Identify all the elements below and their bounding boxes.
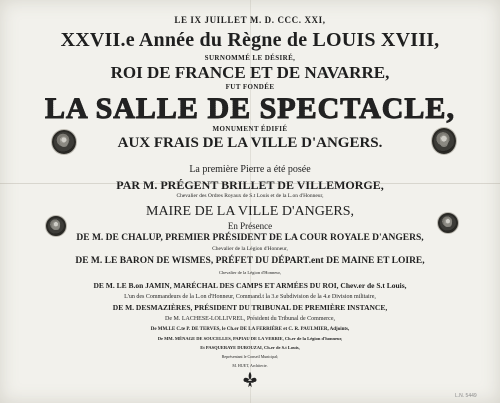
architect-line: M. HUET, Architecte. [232,363,268,368]
monument-line: MONUMENT ÉDIFIÉ [212,125,288,133]
funding-line: AUX FRAIS DE LA VILLE D'ANGERS. [117,135,383,151]
date-line: LE IX JUILLET M. D. CCC. XXI, [174,15,326,25]
council-line: Représentant le Conseil Municipal; [221,354,279,359]
chalup-line: DE M. DE CHALUP, PREMIER PRÉSIDENT DE LA COUR ROYALE D'ANGERS, [76,233,424,243]
first-stone-line: La première Pierre a été posée [189,164,311,175]
wismes-honours: Chevalier de la Légion d'Honneur, [219,270,281,275]
founded-line: FUT FONDÉE [225,83,275,91]
mayor-line: MAIRE DE LA VILLE D'ANGERS, [146,204,354,219]
portrait-medallion-left-upper [52,130,76,154]
presence-line: En Présence [227,221,273,231]
menage-line: De MM. MÉNAGE DE SOUCELLES, PAPIAU DE LA VERRIE, Ch.er de la Légion d'honneur, [157,336,343,341]
desmazieres-line: DE M. DESMAZIÈRES, PRÉSIDENT DU TRIBUNAL DE PREMIÈRE INSTANCE, [112,303,388,312]
king-title: ROI DE FRANCE ET DE NAVARRE, [110,63,390,82]
chalup-honours: Chevalier de la Légion d'Honneur, [212,246,288,252]
adjoints-line: De MM.LE C.te P. DE TERVES, le Ch.er DE LA FERRIÈRE et C. R. PAULMIER, Adjoints, [150,327,350,332]
jamin-line: DE M. LE B.on JAMIN, MARÉCHAL DES CAMPS ET ARMÉES DU ROI, Chev.er de S.t Louis, [93,281,407,290]
fleur-de-lis-icon [241,371,259,389]
surnamed-line: SURNOMMÉ LE DÉSIRÉ, [204,54,296,62]
portrait-medallion-left-lower [46,216,66,236]
reign-year-line: XXVII.e Année du Règne de LOUIS XVIII, [60,29,440,51]
wismes-line: DE M. LE BARON DE WISMES, PRÉFET DU DÉPART.ent DE MAINE ET LOIRE, [75,256,425,266]
catalog-mark: L.N. 5449 [455,393,477,399]
pasquerave-line: Et PASQUERAYE DUROUZAI, Ch.er de S.t Louis, [200,345,300,350]
theatre-headline: LA SALLE DE SPECTACLE, [0,94,500,124]
founder-line: PAR M. PRÉGENT BRILLET DE VILLEMORGE, [116,178,384,192]
portrait-medallion-right-upper [432,128,456,154]
jamin-honours: L'un des Commandeurs de la L.on d'Honneur, Command.t la 3.e Subdivision de la 4.e Division militaire, [124,294,376,300]
lachese-line: De M. LACHESE-LOLLIVREL, Président du Tribunal de Commerce, [165,316,335,322]
portrait-medallion-right-lower [438,213,458,233]
founder-honours: Chevalier des Ordres Royaux de S.t Louis et de la L.on d'Honneur, [176,193,324,199]
